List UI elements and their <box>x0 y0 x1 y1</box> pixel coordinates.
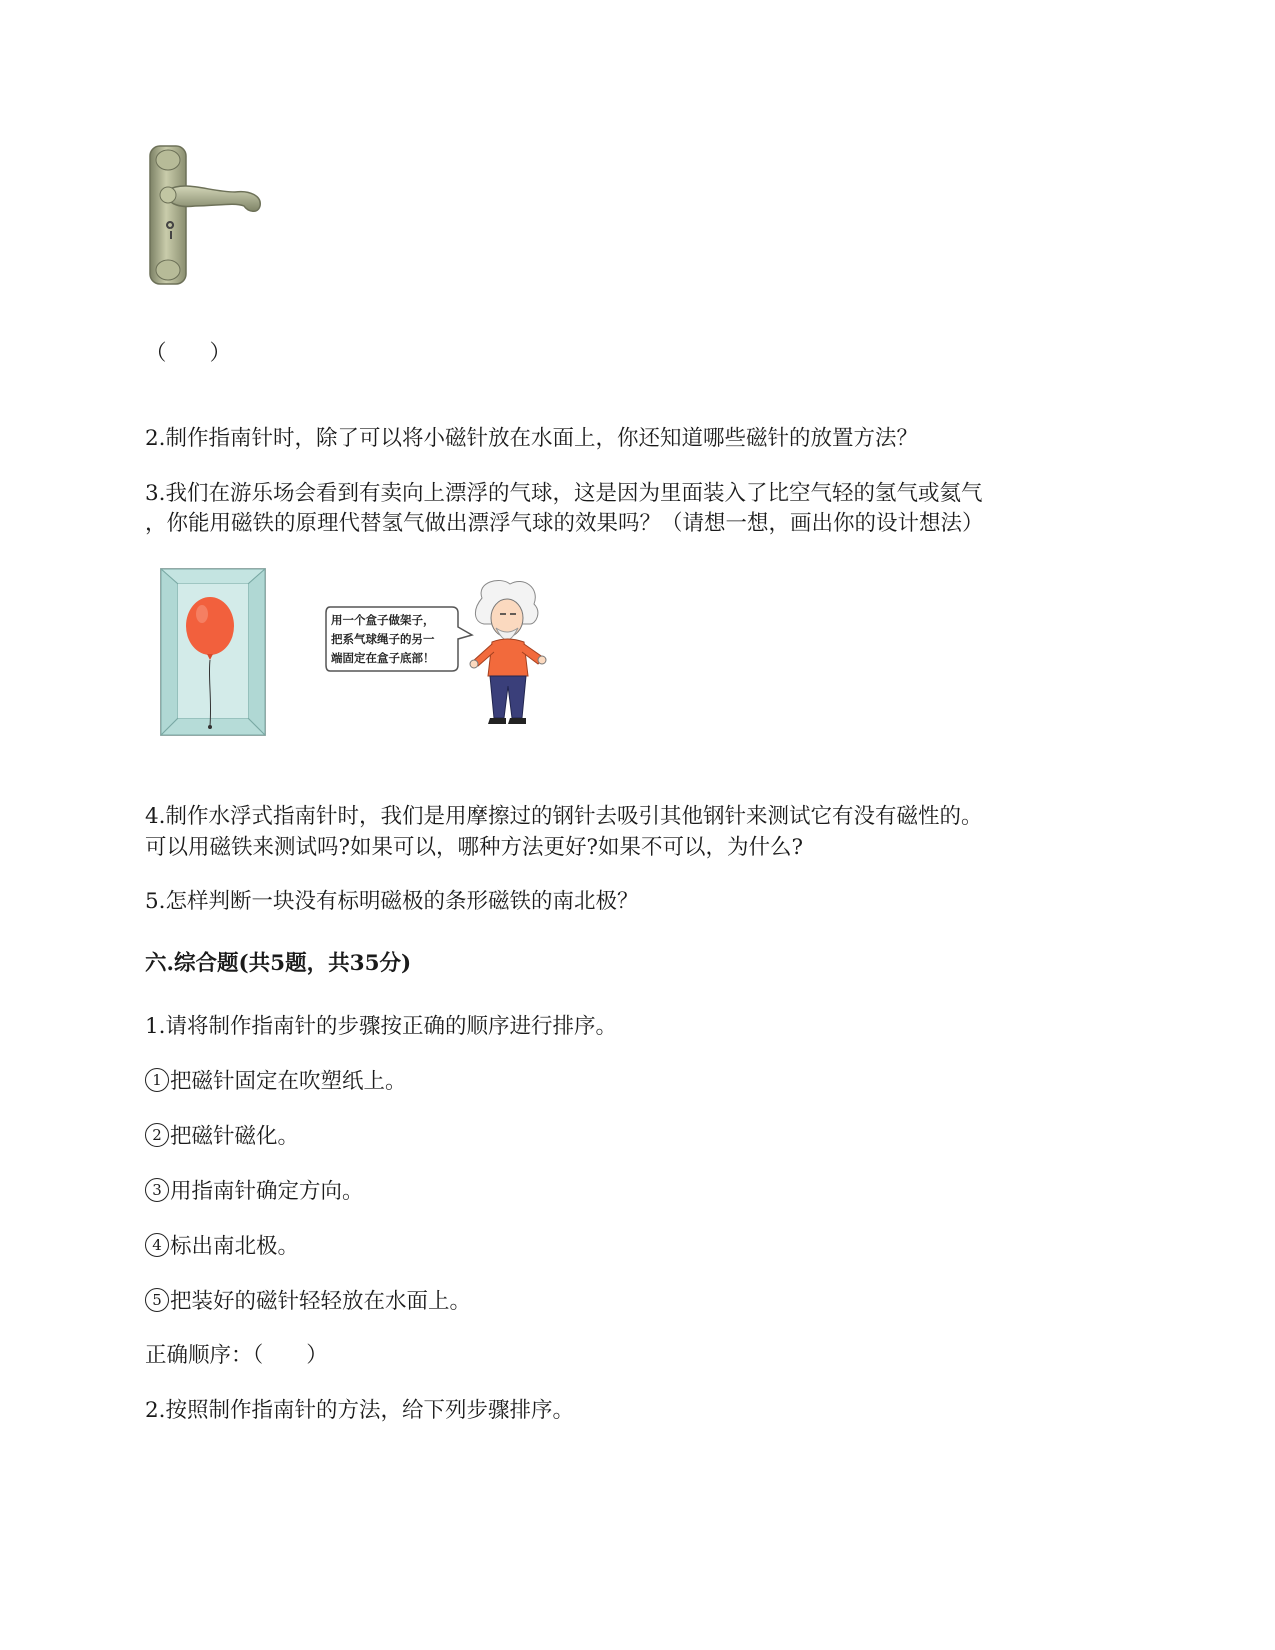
speech-bubble-text <box>331 611 435 668</box>
step-item <box>145 1176 364 1208</box>
question-2: 2.制作指南针时，除了可以将小磁针放在水面上，你还知道哪些磁针的放置方法？ <box>145 426 919 451</box>
step-text: 把装好的磁针轻轻放在水面上。 <box>170 1289 472 1314</box>
question-4-line-2: 可以用磁铁来测试吗?如果可以，哪种方法更好?如果不可以，为什么? <box>145 835 804 860</box>
synthesis-question-2: 2.按照制作指南针的方法，给下列步骤排序。 <box>145 1398 575 1423</box>
balloon-box-image <box>160 568 266 736</box>
step-item <box>145 1121 299 1153</box>
scientist-character-image <box>462 578 548 726</box>
step-text: 用指南针确定方向。 <box>170 1179 364 1204</box>
speech-bubble-line: 把系气球绳子的另一 <box>331 632 435 646</box>
step-number: 1 <box>145 1068 169 1092</box>
step-number: 3 <box>145 1178 169 1202</box>
step-text: 把磁针固定在吹塑纸上。 <box>170 1069 407 1094</box>
question-3-line-1: 3.我们在游乐场会看到有卖向上漂浮的气球，这是因为里面装入了比空气轻的氢气或氦气 <box>145 481 983 506</box>
step-item <box>145 1066 407 1098</box>
speech-bubble-line: 用一个盒子做架子， <box>331 613 435 627</box>
step-number: 4 <box>145 1233 169 1257</box>
answer-order-label: 正确顺序：（ ） <box>145 1343 328 1368</box>
section-title: 六.综合题(共5题，共35分) <box>145 951 412 976</box>
step-text: 把磁针磁化。 <box>170 1124 300 1149</box>
step-item <box>145 1286 471 1318</box>
step-number: 2 <box>145 1123 169 1147</box>
door-handle-image <box>140 140 270 290</box>
question-5: 5.怎样判断一块没有标明磁极的条形磁铁的南北极？ <box>145 889 639 914</box>
speech-bubble-line: 端固定在盒子底部！ <box>331 651 435 665</box>
step-text: 标出南北极。 <box>170 1234 300 1259</box>
synthesis-question-1: 1.请将制作指南针的步骤按正确的顺序进行排序。 <box>145 1014 618 1039</box>
step-number: 5 <box>145 1288 169 1312</box>
q1-answer-blank: （ ） <box>145 341 232 366</box>
question-4-line-1: 4.制作水浮式指南针时，我们是用摩擦过的钢针去吸引其他钢针来测试它有没有磁性的。 <box>145 804 983 829</box>
step-item <box>145 1231 299 1263</box>
question-3-line-2: ，你能用磁铁的原理代替氢气做出漂浮气球的效果吗？（请想一想，画出你的设计想法） <box>145 511 984 536</box>
